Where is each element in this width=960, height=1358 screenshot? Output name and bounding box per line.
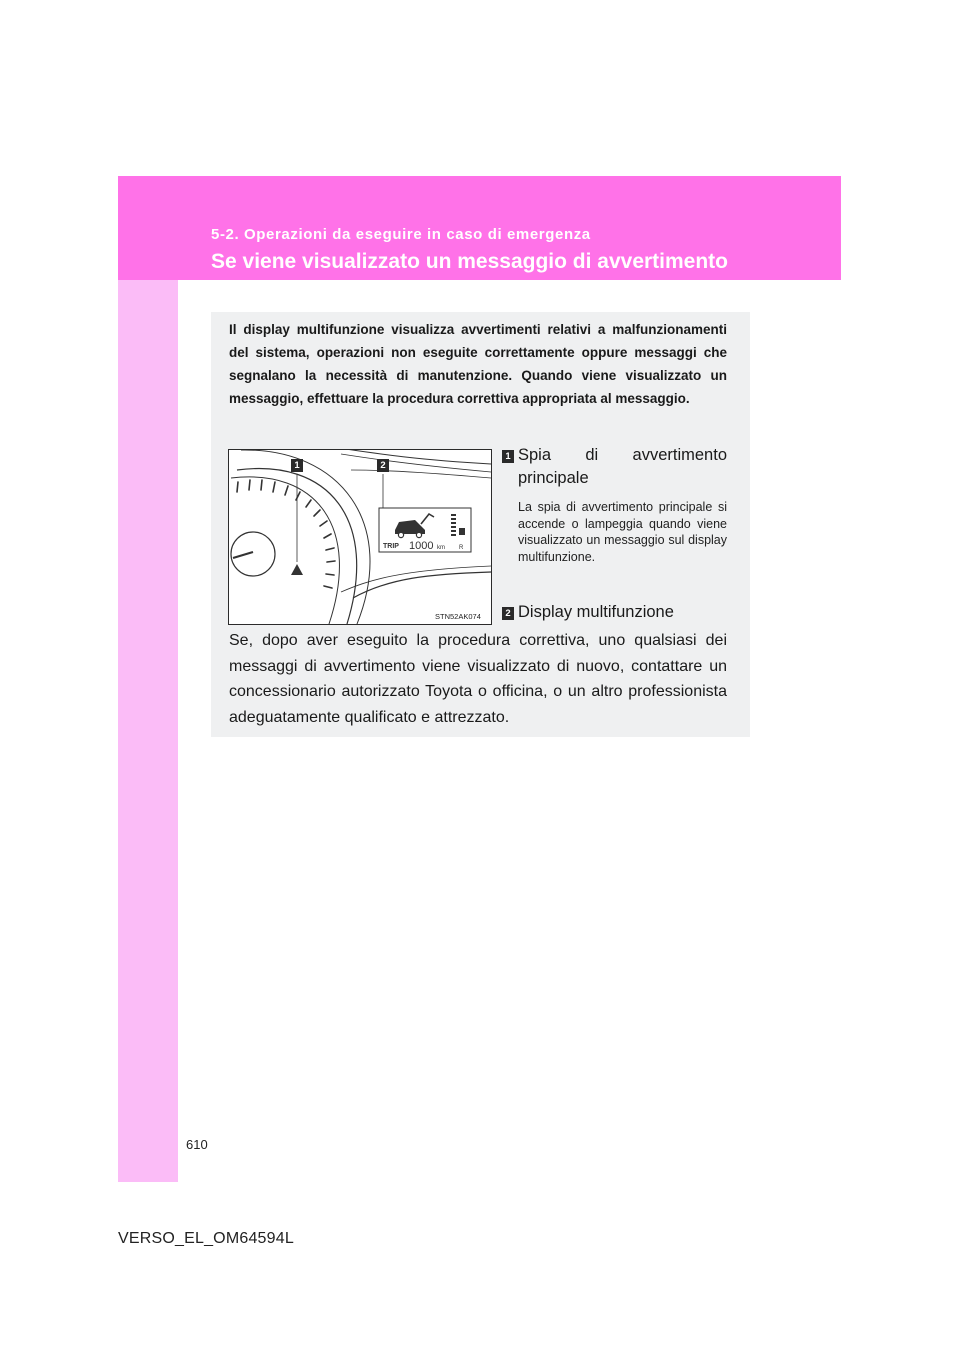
- master-warning-light: [291, 564, 303, 575]
- figure-badge-1: 1: [291, 459, 303, 472]
- callout-badge-2: 2: [502, 607, 514, 620]
- callout-description-1: La spia di avvertimento principale si accende o lampeggia quando viene visualizzato un messaggio sul display multifunzione.: [518, 500, 727, 564]
- page-number: 610: [186, 1137, 208, 1152]
- panel-curve: [353, 572, 491, 598]
- gauge-arc: [231, 477, 339, 624]
- figure-badge-2: 2: [377, 459, 389, 472]
- page-heading: Se viene visualizzato un messaggio di avvertimento: [211, 250, 729, 273]
- instrument-cluster-illustration: [229, 450, 491, 624]
- callout-badge-1: 1: [502, 450, 514, 463]
- instrument-cluster-figure: [228, 449, 492, 625]
- gauge-arc: [241, 450, 370, 624]
- odometer-value: 1000: [409, 540, 434, 552]
- intro-paragraph: Il display multifunzione visualizza avvertimenti relativi a malfunzionamenti del sistema, operazioni non eseguite correttamente oppure messaggi che segnalano la necessità di manutenzione. Quando viene visualizzato un messaggio, effettuare la procedura correttiva appropriata al messaggio.: [229, 322, 727, 406]
- gauge-needle: [233, 552, 253, 558]
- figure-code: STN52AK074: [435, 612, 481, 621]
- closing-paragraph: Se, dopo aver eseguito la procedura correttiva, uno qualsiasi dei messaggi di avvertimento viene visualizzato di nuovo, contattare un concessionario autorizzato Toyota o officina, o un altro professionista adeguatamente qualificato e attrezzato.: [229, 632, 727, 726]
- odometer-unit: km: [437, 545, 445, 551]
- panel-curve: [341, 566, 491, 592]
- callout-title-2: Display multifunzione: [518, 603, 674, 621]
- side-band: [118, 280, 178, 1182]
- dashboard-line: [351, 470, 491, 478]
- gauge-letter: R: [459, 545, 464, 551]
- tachometer-circle: [231, 532, 275, 576]
- trip-label: TRIP: [383, 543, 399, 550]
- section-label: 5-2. Operazioni da eseguire in caso di emergenza: [211, 226, 591, 243]
- callout-title-1: Spia di avvertimento principale: [518, 446, 727, 487]
- fuel-pump-icon: [459, 528, 465, 535]
- model-code: VERSO_EL_OM64594L: [118, 1230, 294, 1247]
- gauge-ticks: [237, 480, 335, 588]
